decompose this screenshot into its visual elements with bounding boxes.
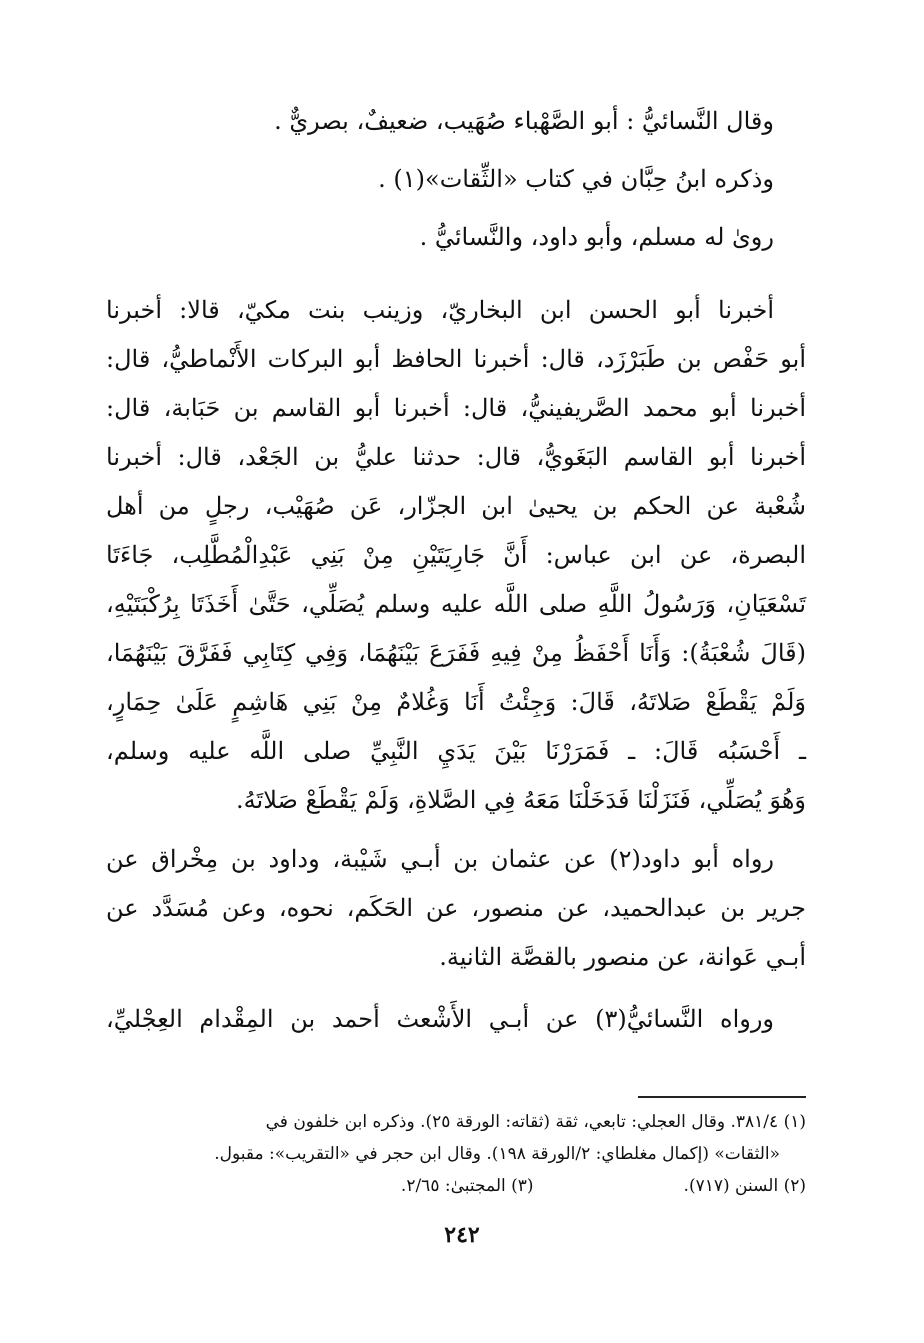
text-line: أخبرنا أبو الحسن ابن البخاريّ، وزينب بنت مكيّ، قالا: أخبرنا: [106, 296, 774, 324]
intro-paragraphs: [106, 97, 806, 262]
text-line: وذكره ابنُ حِبَّان في كتاب «الثِّقات»(١) .: [378, 165, 774, 193]
footnote-1-line-1: (١) ٣٨١/٤. وقال العجلي: تابعي، ثقة (ثقاته: الورقة ٢٥). وذكره ابن خلفون في: [265, 1112, 806, 1132]
text-line: ورواه النَّسائيُّ(٣) عن أبـي الأَشْعث أحمد بن المِقْدام العِجْليِّ،: [106, 1005, 775, 1033]
riwaya-paragraph: [106, 835, 806, 982]
text-line: روىٰ له مسلم، وأبو داود، والنَّسائيُّ .: [419, 223, 774, 251]
text-line: وَلَمْ يَقْطَعْ صَلاتَهُ، قَالَ: وَجِئْتُ أَنَا وَغُلامٌ مِنْ بَنِي هَاشِمٍ عَلَىٰ حِمَارٍ،: [106, 688, 806, 716]
text-line: أخبرنا أبو القاسم البَغَويُّ، قال: حدثنا عليُّ بن الجَعْد، قال: أخبرنا: [106, 443, 806, 471]
footnote-2: (٢) السنن (٧١٧).: [683, 1176, 806, 1196]
footnote-3: (٣) المجتبىٰ: ٢/٦٥.: [400, 1176, 534, 1196]
text-line: ـ أَحْسَبُه قَالَ: ـ فَمَرَرْنَا بَيْنَ يَدَيِ النَّبِيِّ صلى اللَّه عليه وسلم،: [106, 737, 806, 765]
footnote-separator: [638, 1096, 806, 1098]
footnotes: [106, 1106, 806, 1202]
footnote-row: [106, 1170, 806, 1202]
text-line: البصرة، عن ابن عباس: أَنَّ جَارِيَتَيْنِ مِنْ بَنِي عَبْدِالْمُطَّلِب، جَاءَتَا: [106, 541, 806, 569]
hadith-paragraph: [106, 286, 806, 825]
footnote-1-line-2: «الثقات» (إكمال مغلطاي: ٢/الورقة ١٩٨). وقال ابن حجر في «التقريب»: مقبول.: [214, 1144, 780, 1164]
text-line: شُعْبة عن الحكم بن يحيىٰ ابن الجزّار، عَن صُهَيْب، رجلٍ من أهل: [106, 492, 806, 520]
text-line: وَهُوَ يُصَلِّي، فَنَزَلْنَا فَدَخَلْنَا مَعَهُ فِي الصَّلاةِ، وَلَمْ يَقْطَعْ صَلاتَهُ.: [236, 786, 806, 814]
text-line: (قَالَ شُعْبَةُ): وَأَنَا أَحْفَظُ مِنْ فِيهِ فَفَرَعَ بَيْنَهُمَا، وَفِي كِتَابِي فَفَرَّقَ بَيْنَهُمَا،: [106, 639, 806, 667]
page-number: ٢٤٢: [444, 1222, 480, 1248]
text-line: أبـي عَوانة، عن منصور بالقصَّة الثانية.: [439, 943, 806, 971]
text-line: رواه أبو داود(٢) عن عثمان بن أبـي شَيْبة، وداود بن مِخْراق عن: [106, 845, 774, 873]
text-line: أخبرنا أبو محمد الصَّريفينيُّ، قال: أخبرنا أبو القاسم بن حَبَابة، قال:: [106, 394, 806, 422]
text-line: أبو حَفْص بن طَبَرْزَد، قال: أخبرنا الحافظ أبو البركات الأَنْماطيُّ، قال:: [106, 345, 806, 373]
text-line: جرير بن عبدالحميد، عن منصور، عن الحَكَم، نحوه، وعن مُسَدَّد عن: [106, 894, 806, 922]
last-paragraph: [106, 995, 806, 1044]
text-line: وقال النَّسائيُّ : أبو الصَّهْباء صُهَيب، ضعيفٌ، بصريٌّ .: [274, 107, 774, 135]
text-line: تَسْعَيَانِ، وَرَسُولُ اللَّهِ صلى اللَّه عليه وسلم يُصَلِّي، حَتَّىٰ أَخَذَتَا بِرُكْبَتَيْهِ،: [106, 590, 806, 618]
